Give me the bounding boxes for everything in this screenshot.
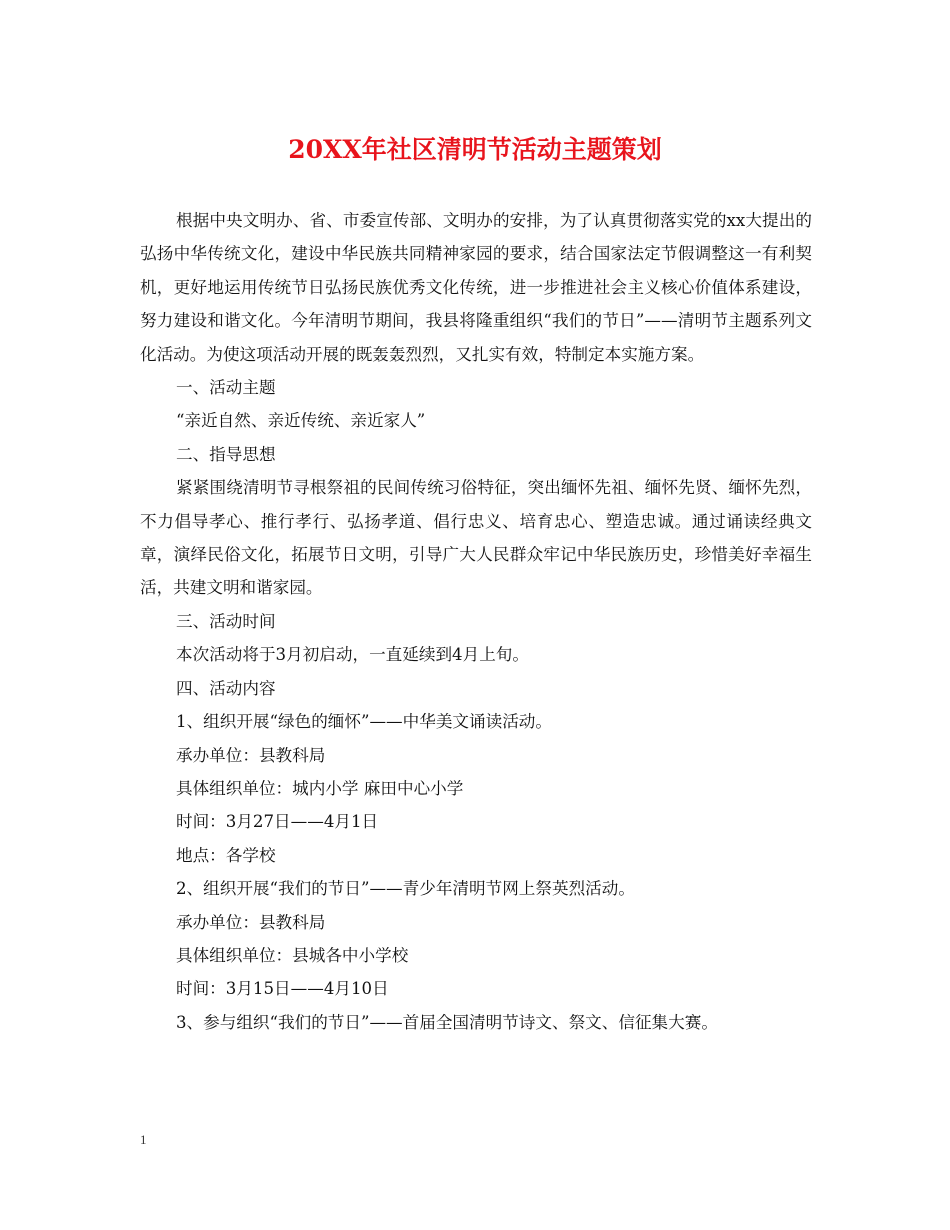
item2-organizer: 具体组织单位：县城各中小学校: [176, 945, 409, 965]
section2-paragraph: 紧紧围绕清明节寻根祭祖的民间传统习俗特征，突出缅怀先祖、缅怀先贤、缅怀先烈，不力倡导孝心、推行孝行、弘扬孝道、倡行忠义、培育忠心、塑造忠诚。通过诵读经典文章，演绎民俗文化，拓展节日文明，引导广大人民群众牢记中华民族历史，珍惜美好幸福生活，共建文明和谐家园。: [140, 478, 812, 598]
item3-title: 3、参与组织“我们的节日”——首届全国清明节诗文、祭文、信征集大赛。: [176, 1012, 718, 1032]
section3-text: 本次活动将于3月初启动，一直延续到4月上旬。: [176, 645, 529, 665]
item1-time: 时间：3月27日——4月1日: [176, 812, 379, 832]
item1-organizer: 具体组织单位：城内小学 麻田中心小学: [176, 778, 464, 798]
section1-theme: “亲近自然、亲近传统、亲近家人”: [176, 411, 426, 431]
document-title: 20XX年社区清明节活动主题策划: [288, 135, 662, 164]
item2-time: 时间：3月15日——4月10日: [176, 979, 389, 999]
item2-title: 2、组织开展“我们的节日”——青少年清明节网上祭英烈活动。: [176, 879, 635, 899]
item1-host: 承办单位：县教科局: [176, 745, 326, 765]
section3-heading: 三、活动时间: [176, 611, 276, 631]
intro-paragraph: 根据中央文明办、省、市委宣传部、文明办的安排，为了认真贯彻落实党的xx大提出的弘扬中华传统文化，建设中华民族共同精神家园的要求，结合国家法定节假调整这一有利契机，更好地运用传统节日弘扬民族优秀文化传统，进一步推进社会主义核心价值体系建设，努力建设和谐文化。今年清明节期间，我县将隆重组织“我们的节日”——清明节主题系列文化活动。为使这项活动开展的既轰轰烈烈，又扎实有效，特制定本实施方案。: [140, 211, 812, 364]
item1-place: 地点：各学校: [176, 845, 276, 865]
section4-heading: 四、活动内容: [176, 678, 276, 698]
section2-heading: 二、指导思想: [176, 444, 276, 464]
document-body: [140, 204, 812, 1039]
page-number: 1: [140, 1132, 147, 1147]
section1-heading: 一、活动主题: [176, 378, 276, 398]
item1-title: 1、组织开展“绿色的缅怀”——中华美文诵读活动。: [176, 712, 552, 732]
item2-host: 承办单位：县教科局: [176, 912, 326, 932]
